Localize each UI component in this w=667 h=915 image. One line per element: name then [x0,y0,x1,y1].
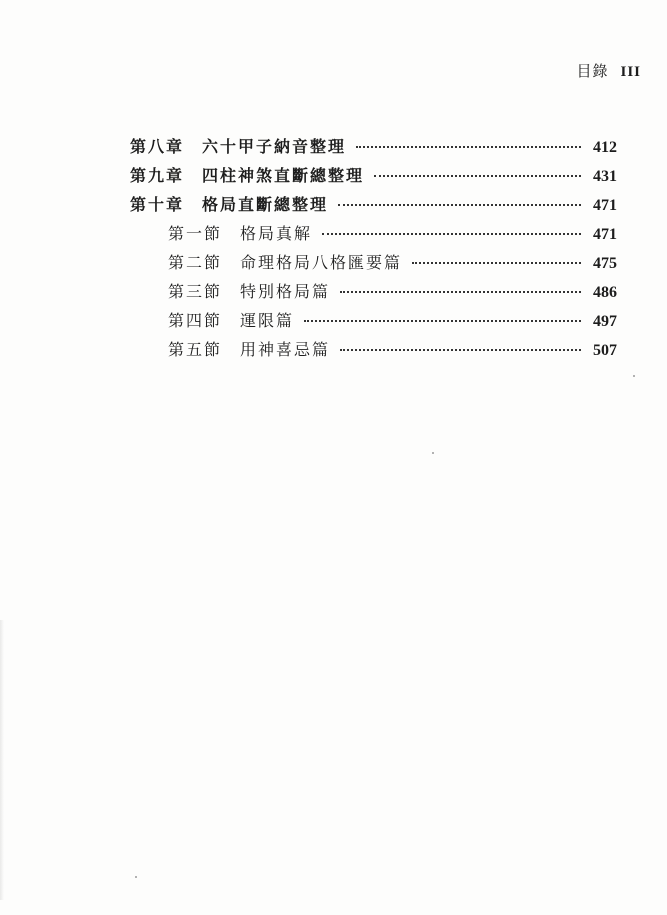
toc-entry-label: 第十章 [130,195,185,214]
table-of-contents [130,134,617,366]
scan-shadow [0,620,4,900]
running-head-page-number: III [620,64,641,80]
toc-entry-section-5 [130,337,617,366]
toc-entry-label: 第二節 [168,253,223,272]
toc-entry-section-2 [130,250,617,279]
toc-entry-page: 471 [593,197,617,214]
toc-entry-chapter-9 [130,163,617,192]
dot-leader [356,146,581,148]
toc-entry-page: 471 [593,226,617,243]
toc-entry-label: 第四節 [168,311,223,330]
dot-leader [340,349,581,351]
toc-entry-page: 475 [593,255,617,272]
scan-speck [633,375,635,377]
toc-entry-label: 第三節 [168,282,223,301]
toc-entry-title: 運限篇 [240,311,295,330]
dot-leader [374,175,581,177]
dot-leader [340,291,581,293]
dot-leader [304,320,581,322]
toc-entry-page: 412 [593,139,617,156]
dot-leader [322,233,581,235]
toc-entry-page: 507 [593,342,617,359]
toc-entry-chapter-10 [130,192,617,221]
toc-entry-title: 特別格局篇 [240,282,331,301]
running-head-title: 目錄 [576,62,609,80]
toc-entry-section-4 [130,308,617,337]
toc-entry-title: 格局真解 [240,224,313,243]
toc-entry-label: 第一節 [168,224,223,243]
toc-entry-title: 四柱神煞直斷總整理 [202,166,365,185]
toc-entry-label: 第八章 [130,137,185,156]
toc-entry-page: 497 [593,313,617,330]
toc-entry-section-1 [130,221,617,250]
toc-entry-chapter-8 [130,134,617,163]
toc-entry-label: 第九章 [130,166,185,185]
scan-speck [135,876,137,878]
toc-entry-title: 格局直斷總整理 [202,195,329,214]
toc-entry-label: 第五節 [168,340,223,359]
dot-leader [338,204,581,206]
scan-speck [432,452,434,454]
toc-entry-title: 用神喜忌篇 [240,340,331,359]
toc-entry-title: 六十甲子納音整理 [202,137,347,156]
dot-leader [412,262,581,264]
toc-entry-section-3 [130,279,617,308]
toc-entry-page: 431 [593,168,617,185]
running-head [576,60,641,81]
toc-entry-page: 486 [593,284,617,301]
toc-entry-title: 命理格局八格匯要篇 [240,253,403,272]
